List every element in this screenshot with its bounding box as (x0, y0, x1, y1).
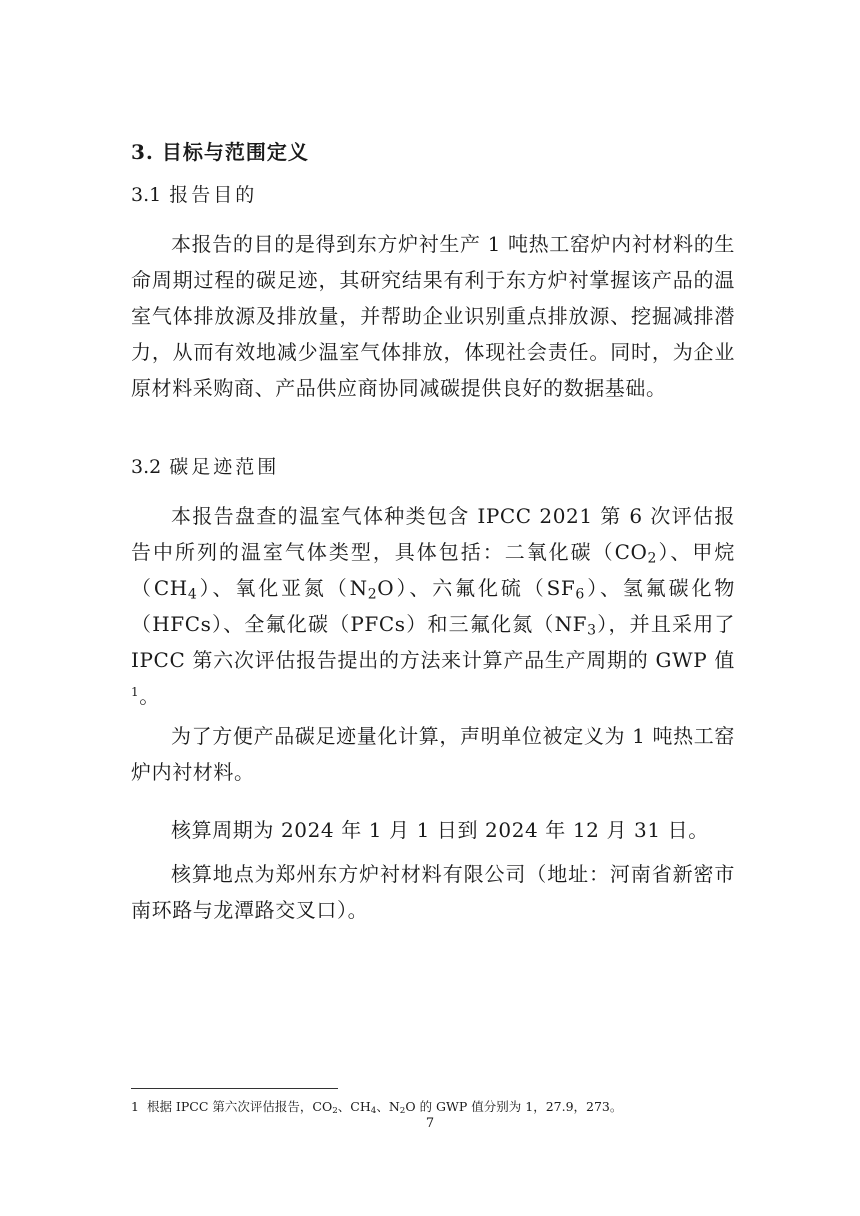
accounting-period-paragraph: 核算周期为 2024 年 1 月 1 日到 2024 年 12 月 31 日。 (171, 818, 709, 842)
text-run: ）、甲烷（CH (131, 540, 735, 600)
greenhouse-gas-types-paragraph (131, 498, 735, 714)
accounting-location-paragraph: 核算地点为郑州东方炉衬材料有限公司（地址：河南省新密市南环路与龙潭路交叉口）。 (131, 862, 735, 922)
text-run: O 的 GWP 值分别为 1，27.9，273。 (405, 1099, 623, 1114)
subscript: 2 (399, 1106, 406, 1117)
subsection-title: 报告目的 (169, 184, 258, 206)
footnote-reference[interactable]: 1 (131, 684, 140, 699)
report-purpose-paragraph: 本报告的目的是得到东方炉衬生产 1 吨热工窑炉内衬材料的生命周期过程的碳足迹，其研究结果有利于东方炉衬掌握该产品的温室气体排放源及排放量，并帮助企业识别重点排放源、挖掘减排潜力，从而有效地减少温室气体排放，体现社会责任。同时，为企业原材料采购商、产品供应商协同减碳提供良好的数据基础。 (131, 232, 735, 400)
subsection-heading-report-purpose (131, 180, 257, 207)
subsection-number: 3.2 (131, 456, 162, 478)
text-run: 本报告盘查的温室气体种类包含 IPCC 2021 第 6 次评估报告中所列的温室气体类型，具体包括：二氧化碳（CO (131, 504, 735, 564)
footnote (131, 1098, 622, 1116)
text-run: O）、六氟化硫（SF (377, 576, 576, 600)
footnote-number: 1 (131, 1099, 139, 1114)
subsection-title: 碳足迹范围 (169, 456, 280, 478)
text-run: 、CH (337, 1099, 371, 1114)
subscript: 2 (332, 1106, 338, 1117)
subscript: 6 (575, 586, 585, 603)
text-run: ）、氢氟碳化物（HFCs）、全氟化碳（PFCs）和三氟化氮（NF (131, 576, 735, 636)
text-run: ），并且采用了 IPCC 第六次评估报告提出的方法来计算产品生产周期的 GWP 值 (131, 612, 735, 672)
section-heading: 3. 目标与范围定义 (131, 140, 309, 164)
subscript: 2 (647, 550, 658, 567)
subscript: 2 (367, 586, 378, 603)
declared-unit-paragraph: 为了方便产品碳足迹量化计算，声明单位被定义为 1 吨热工窑炉内衬材料。 (131, 724, 735, 784)
footnote-divider (131, 1088, 338, 1089)
subscript: 3 (587, 622, 597, 639)
subsection-heading-carbon-footprint-scope (131, 452, 279, 479)
page-number: 7 (425, 1116, 435, 1131)
text-run: ）、氧化亚氮（N (197, 576, 368, 600)
subsection-number: 3.1 (131, 184, 162, 206)
text-run: 根据 IPCC 第六次评估报告，CO (146, 1099, 333, 1114)
subscript: 4 (187, 586, 198, 603)
text-run: 。 (139, 684, 160, 708)
text-run: 、N (376, 1099, 400, 1114)
subscript: 4 (370, 1106, 377, 1117)
